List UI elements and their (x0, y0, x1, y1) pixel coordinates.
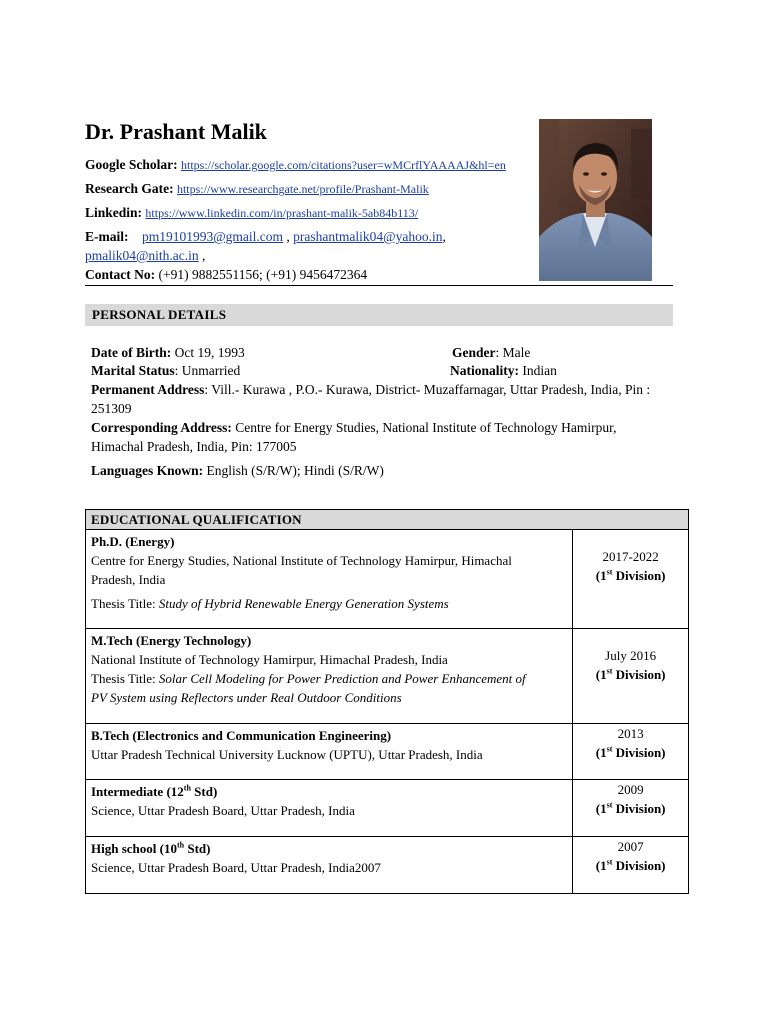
gender-label: Gender (452, 345, 496, 360)
header-divider (85, 285, 673, 286)
research-gate-link[interactable]: https://www.researchgate.net/profile/Prashant-Malik (176, 182, 429, 196)
high-school-degree: High school (10th Std) (91, 840, 211, 856)
mtech-institute: National Institute of Technology Hamirpur, Himachal Pradesh, India (91, 652, 448, 667)
education-table (85, 509, 689, 894)
mtech-year-cell (573, 629, 689, 724)
btech-institute: Uttar Pradesh Technical University Lucknow (UPTU), Uttar Pradesh, India (91, 747, 483, 762)
phd-year: 2017-2022 (602, 549, 659, 564)
email-line (85, 229, 446, 245)
nationality-value: Indian (519, 363, 557, 378)
high-school-details (86, 837, 573, 894)
gender-line (452, 345, 530, 361)
permanent-address-label: Permanent Address (91, 382, 205, 397)
email-label: E-mail: (85, 229, 129, 244)
email-separator-3: , (198, 248, 206, 263)
phd-degree: Ph.D. (Energy) (91, 534, 175, 549)
contact-line (85, 267, 367, 283)
intermediate-degree: Intermediate (12th Std) (91, 783, 218, 799)
btech-year-cell (573, 724, 689, 780)
phd-thesis-label: Thesis Title: (91, 596, 159, 611)
table-row (86, 530, 689, 629)
high-school-year: 2007 (617, 839, 644, 854)
table-row (86, 837, 689, 894)
nationality-line (450, 363, 557, 379)
phd-year-cell (573, 530, 689, 629)
corresponding-address-line (91, 420, 616, 436)
high-school-division: (1st Division) (595, 857, 666, 873)
mtech-division: (1st Division) (595, 666, 666, 682)
intermediate-division: (1st Division) (595, 800, 666, 816)
candidate-name: Dr. Prashant Malik (85, 119, 267, 144)
btech-degree: B.Tech (Electronics and Communication Engineering) (91, 728, 392, 743)
phd-thesis-title: Study of Hybrid Renewable Energy Generation Systems (158, 596, 449, 611)
email-separator: , (283, 229, 294, 244)
intermediate-year: 2009 (617, 782, 644, 797)
table-row (86, 724, 689, 780)
mtech-thesis-title: Solar Cell Modeling for Power Prediction and Power Enhancement of (158, 671, 526, 686)
dob-line (91, 345, 245, 361)
email-separator-2: , (442, 229, 446, 244)
table-row (86, 780, 689, 837)
marital-value: : Unmarried (174, 363, 241, 378)
high-school-year-cell (573, 837, 689, 894)
btech-details (86, 724, 573, 780)
contact-numbers: (+91) 9882551156; (+91) 9456472364 (155, 267, 368, 282)
dob-value: Oct 19, 1993 (171, 345, 245, 360)
email-link-nith[interactable]: pmalik04@nith.ac.in (85, 248, 199, 263)
phd-institute: Centre for Energy Studies, National Institute of Technology Hamirpur, Himachal (91, 553, 512, 568)
mtech-year: July 2016 (605, 648, 657, 663)
google-scholar-label: Google Scholar: (85, 157, 178, 172)
research-gate-label: Research Gate: (85, 181, 174, 196)
intermediate-details (86, 780, 573, 837)
phd-thesis (91, 594, 572, 613)
email-link-yahoo[interactable]: prashantmalik04@yahoo.in (293, 229, 443, 244)
linkedin-link[interactable]: https://www.linkedin.com/in/prashant-malik-5ab84b113/ (145, 206, 419, 220)
intermediate-institute: Science, Uttar Pradesh Board, Uttar Pradesh, India (91, 803, 355, 818)
btech-division: (1st Division) (595, 744, 666, 760)
personal-details-heading: PERSONAL DETAILS (85, 304, 673, 326)
linkedin-line (85, 205, 418, 221)
marital-line (91, 363, 240, 379)
gender-value: : Male (495, 345, 531, 360)
languages-value: English (S/R/W); Hindi (S/R/W) (203, 463, 384, 478)
mtech-details (86, 629, 573, 724)
permanent-address-line (91, 382, 650, 398)
dob-label: Date of Birth: (91, 345, 172, 360)
mtech-degree: M.Tech (Energy Technology) (91, 633, 252, 648)
corresponding-address-line-2: Himachal Pradesh, India, Pin: 177005 (91, 439, 297, 454)
research-gate-line (85, 181, 429, 197)
marital-label: Marital Status (91, 363, 175, 378)
high-school-institute: Science, Uttar Pradesh Board, Uttar Pradesh, India2007 (91, 860, 381, 875)
corresponding-address-value: Centre for Energy Studies, National Institute of Technology Hamirpur, (231, 420, 617, 435)
mtech-thesis (91, 669, 572, 688)
mtech-thesis-title-2: PV System using Reflectors under Real Outdoor Conditions (91, 690, 402, 705)
phd-institute-2: Pradesh, India (91, 572, 166, 587)
table-row (86, 629, 689, 724)
permanent-address-line-2: 251309 (91, 401, 132, 416)
corresponding-address-label: Corresponding Address: (91, 420, 232, 435)
google-scholar-line (85, 157, 506, 173)
intermediate-year-cell (573, 780, 689, 837)
contact-label: Contact No: (85, 267, 156, 282)
languages-line (91, 463, 384, 479)
profile-photo (539, 119, 652, 281)
permanent-address-value: : Vill.- Kurawa , P.O.- Kurawa, District- Muzaffarnagar, Uttar Pradesh, India, Pin : (204, 382, 651, 397)
google-scholar-link[interactable]: https://scholar.google.com/citations?user=wMCrflYAAAAJ&hl=en (181, 158, 506, 172)
nationality-label: Nationality: (450, 363, 519, 378)
phd-details (86, 530, 573, 629)
linkedin-label: Linkedin: (85, 205, 143, 220)
education-heading: EDUCATIONAL QUALIFICATION (86, 510, 689, 530)
email-link-gmail[interactable]: pm19101993@gmail.com (142, 229, 284, 244)
btech-year: 2013 (617, 726, 644, 741)
email-line-2 (85, 248, 205, 264)
phd-division: (1st Division) (595, 567, 666, 583)
languages-label: Languages Known: (91, 463, 204, 478)
mtech-thesis-label: Thesis Title: (91, 671, 159, 686)
